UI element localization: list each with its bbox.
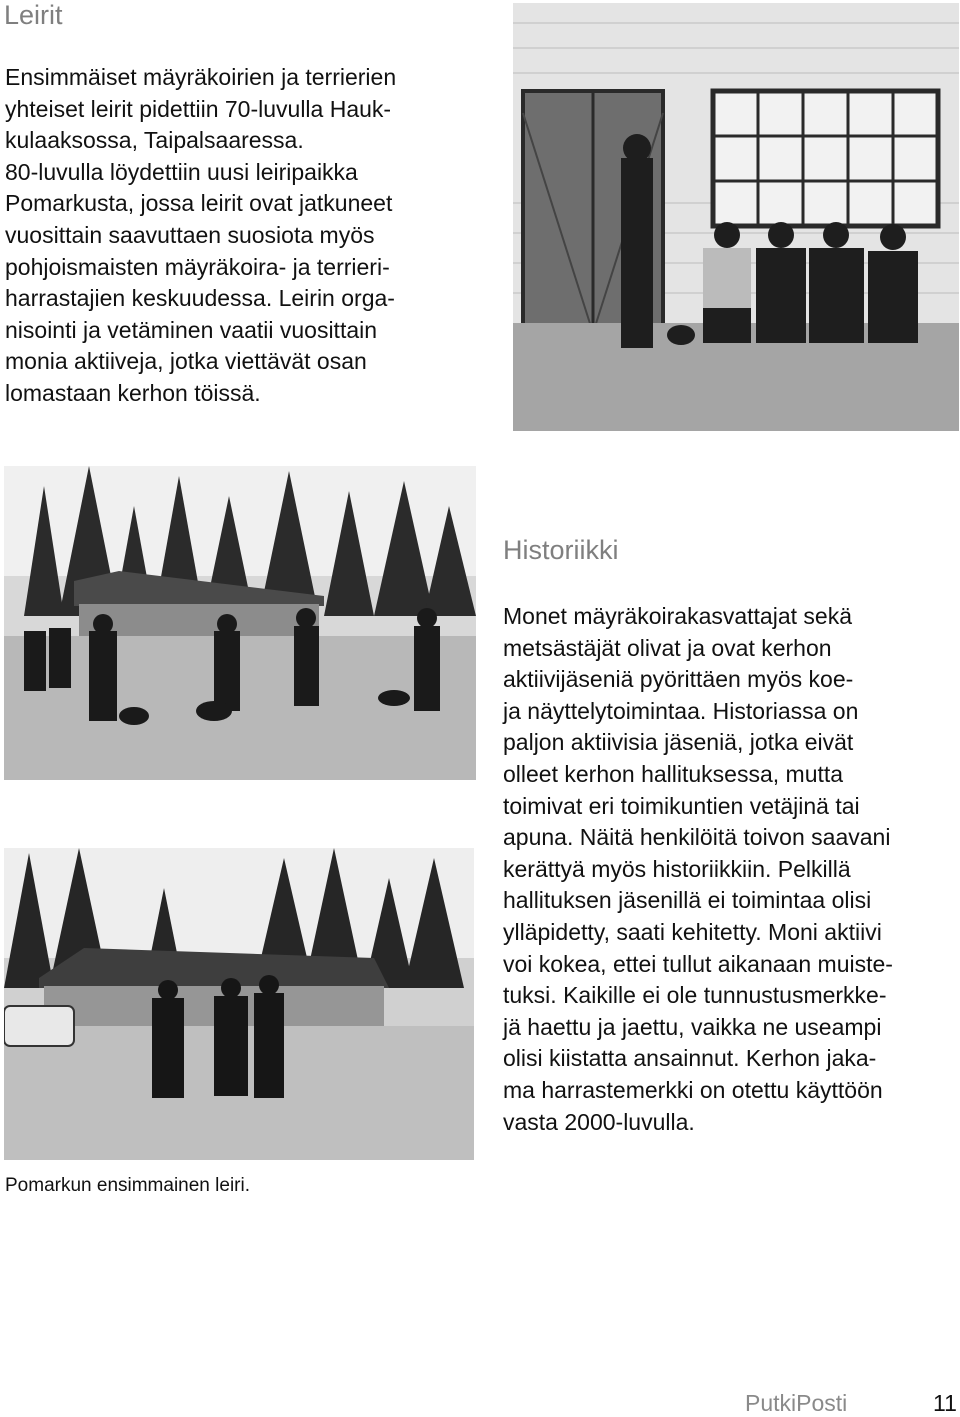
leirit-paragraph <box>5 62 396 410</box>
historiikki-paragraph <box>503 601 893 1138</box>
text-line: ma harrastemerkki on otettu käyttöön <box>503 1076 883 1103</box>
photo-camp-building <box>4 848 474 1160</box>
text-line: voi kokea, ettei tullut aikanaan muiste- <box>503 950 893 977</box>
text-line: olleet kerhon hallituksessa, mutta <box>503 760 844 787</box>
text-line: hallituksen jäsenillä ei toimintaa olisi <box>503 887 872 914</box>
photo-camp-activity <box>4 466 476 780</box>
text-line: lomastaan kerhon töissä. <box>5 379 261 406</box>
publication-name: PutkiPosti <box>745 1390 848 1416</box>
page-number: 11 <box>933 1390 957 1416</box>
text-line: Ensimmäiset mäyräkoirien ja terrierien <box>5 64 397 90</box>
photo-caption: Pomarkun ensimmainen leiri. <box>5 1175 250 1196</box>
text-line: kulaaksossa, Taipalsaaressa. <box>5 127 304 154</box>
text-line: pohjoismaisten mäyräkoira- ja terrieri- <box>5 253 390 280</box>
text-line: apuna. Näitä henkilöitä toivon saavani <box>503 824 891 851</box>
text-line: vasta 2000-luvulla. <box>503 1108 695 1135</box>
text-line: tuksi. Kaikille ei ole tunnustusmerkke- <box>503 982 887 1009</box>
text-line: jä haettu ja jaettu, vaikka ne useampi <box>503 1013 882 1040</box>
text-line: harrastajien keskuudessa. Leirin orga- <box>5 285 395 312</box>
text-line: monia aktiiveja, jotka viettävät osan <box>5 348 367 375</box>
text-line: ja näyttelytoimintaa. Historiassa on <box>503 697 859 724</box>
text-line: ylläpidetty, saati kehitetty. Moni aktiivi <box>503 918 882 945</box>
text-line: Monet mäyräkoirakasvattajat sekä <box>503 603 852 629</box>
text-line: metsästäjät olivat ja ovat kerhon <box>503 634 832 661</box>
text-line: Pomarkusta, jossa leirit ovat jatkuneet <box>5 190 393 217</box>
section-title-leirit: Leirit <box>4 0 63 30</box>
text-line: toimivat eri toimikuntien vetäjinä tai <box>503 792 860 819</box>
section-title-historiikki: Historiikki <box>503 535 619 565</box>
text-line: 80-luvulla löydettiin uusi leiripaikka <box>5 158 358 185</box>
text-line: kerättyä myös historiikkiin. Pelkillä <box>503 855 851 882</box>
text-line: yhteiset leirit pidettiin 70-luvulla Hauk- <box>5 95 392 122</box>
text-line: vuosittain saavuttaen suosiota myös <box>5 221 375 248</box>
text-line: nisointi ja vetäminen vaatii vuosittain <box>5 316 378 343</box>
text-line: olisi kiistatta ansainnut. Kerhon jaka- <box>503 1045 877 1072</box>
photo-barn-group <box>513 3 959 431</box>
text-line: paljon aktiivisia jäseniä, jotka eivät <box>503 729 854 756</box>
text-line: aktiivijäseniä pyörittäen myös koe- <box>503 666 854 693</box>
